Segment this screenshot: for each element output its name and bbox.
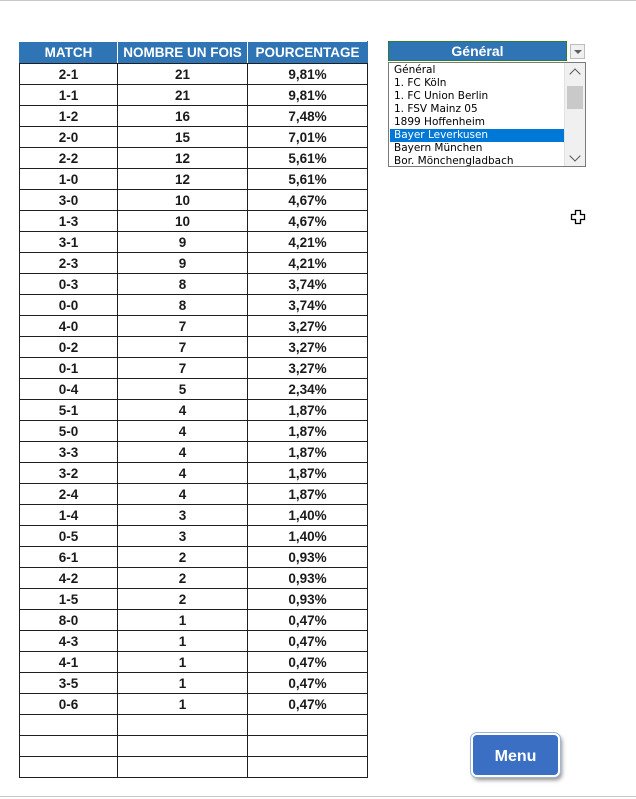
table-row xyxy=(20,505,368,526)
cell-count[interactable]: 21 xyxy=(118,64,248,85)
cell-percentage[interactable]: 0,47% xyxy=(248,652,368,673)
table-row xyxy=(20,169,368,190)
menu-button[interactable]: Menu xyxy=(471,733,560,777)
cell-match[interactable]: 0-3 xyxy=(20,274,118,295)
table-row xyxy=(20,526,368,547)
chevron-up-icon xyxy=(569,68,580,79)
cell-match[interactable]: 1-2 xyxy=(20,106,118,127)
cell-match[interactable]: 3-3 xyxy=(20,442,118,463)
cell-count[interactable]: 2 xyxy=(118,589,248,610)
cell-count[interactable]: 4 xyxy=(118,442,248,463)
team-option[interactable]: Bor. Mönchengladbach xyxy=(394,155,514,167)
table-row xyxy=(20,652,368,673)
cell-count[interactable]: 1 xyxy=(118,673,248,694)
cell-percentage[interactable]: 4,21% xyxy=(248,253,368,274)
cell-match[interactable]: 0-2 xyxy=(20,337,118,358)
cell-count[interactable]: 10 xyxy=(118,190,248,211)
cell-count[interactable]: 12 xyxy=(118,169,248,190)
table-row xyxy=(20,127,368,148)
cell-count[interactable]: 8 xyxy=(118,295,248,316)
table-row xyxy=(20,190,368,211)
team-select-dropdown-button[interactable] xyxy=(570,44,585,59)
empty-cell[interactable] xyxy=(118,757,248,778)
cell-count[interactable]: 7 xyxy=(118,316,248,337)
cell-percentage[interactable]: 0,93% xyxy=(248,568,368,589)
table-row xyxy=(20,211,368,232)
cell-count[interactable]: 3 xyxy=(118,505,248,526)
team-option[interactable]: 1. FC Köln xyxy=(394,77,447,89)
cell-match[interactable]: 4-2 xyxy=(20,568,118,589)
header-count[interactable]: NOMBRE UN FOIS xyxy=(118,42,248,64)
cell-match[interactable]: 5-1 xyxy=(20,400,118,421)
cell-percentage[interactable]: 0,47% xyxy=(248,673,368,694)
empty-cell[interactable] xyxy=(20,715,118,736)
table-row xyxy=(20,568,368,589)
team-select-display[interactable]: Général xyxy=(388,41,567,61)
cell-percentage[interactable]: 4,21% xyxy=(248,232,368,253)
team-option[interactable]: 1. FC Union Berlin xyxy=(394,90,489,102)
empty-cell[interactable] xyxy=(248,736,368,757)
cell-count[interactable]: 16 xyxy=(118,106,248,127)
cell-count[interactable]: 2 xyxy=(118,568,248,589)
cell-count[interactable]: 5 xyxy=(118,379,248,400)
cell-match[interactable]: 3-0 xyxy=(20,190,118,211)
table-row xyxy=(20,316,368,337)
cell-count[interactable]: 3 xyxy=(118,526,248,547)
cell-count[interactable]: 1 xyxy=(118,652,248,673)
cell-match[interactable]: 4-0 xyxy=(20,316,118,337)
cell-percentage[interactable]: 3,27% xyxy=(248,316,368,337)
cell-match[interactable]: 0-6 xyxy=(20,694,118,715)
empty-table-row xyxy=(20,736,368,757)
cell-percentage[interactable]: 1,40% xyxy=(248,526,368,547)
empty-cell[interactable] xyxy=(20,736,118,757)
empty-cell[interactable] xyxy=(118,736,248,757)
header-match[interactable]: MATCH xyxy=(20,42,118,64)
table-row xyxy=(20,631,368,652)
cell-match[interactable]: 1-4 xyxy=(20,505,118,526)
table-row xyxy=(20,547,368,568)
table-header-row xyxy=(20,42,368,64)
cell-match[interactable]: 2-0 xyxy=(20,127,118,148)
cell-percentage[interactable]: 0,93% xyxy=(248,547,368,568)
team-option[interactable]: Bayer Leverkusen xyxy=(390,129,565,142)
table-row xyxy=(20,85,368,106)
list-scrollbar[interactable] xyxy=(564,63,585,166)
cell-match[interactable]: 1-0 xyxy=(20,169,118,190)
table-row xyxy=(20,589,368,610)
cell-percentage[interactable]: 0,47% xyxy=(248,694,368,715)
team-option[interactable]: 1899 Hoffenheim xyxy=(394,116,485,128)
team-option[interactable]: Général xyxy=(394,64,436,76)
cell-match[interactable]: 2-3 xyxy=(20,253,118,274)
cell-count[interactable]: 4 xyxy=(118,421,248,442)
cell-percentage[interactable]: 1,87% xyxy=(248,442,368,463)
empty-cell[interactable] xyxy=(248,715,368,736)
cell-match[interactable]: 3-1 xyxy=(20,232,118,253)
cell-percentage[interactable]: 5,61% xyxy=(248,148,368,169)
cell-match[interactable]: 4-3 xyxy=(20,631,118,652)
team-option[interactable]: Bayern München xyxy=(394,142,483,154)
cell-count[interactable]: 4 xyxy=(118,484,248,505)
cell-percentage[interactable]: 9,81% xyxy=(248,64,368,85)
table-row xyxy=(20,106,368,127)
table-row xyxy=(20,337,368,358)
cell-percentage[interactable]: 4,67% xyxy=(248,190,368,211)
cell-match[interactable]: 0-1 xyxy=(20,358,118,379)
cell-percentage[interactable]: 0,47% xyxy=(248,631,368,652)
table-row xyxy=(20,442,368,463)
cell-percentage[interactable]: 0,47% xyxy=(248,610,368,631)
table-row xyxy=(20,274,368,295)
cell-count[interactable]: 2 xyxy=(118,547,248,568)
table-row xyxy=(20,484,368,505)
table-row xyxy=(20,400,368,421)
cell-percentage[interactable]: 9,81% xyxy=(248,85,368,106)
cell-count[interactable]: 8 xyxy=(118,274,248,295)
scroll-thumb[interactable] xyxy=(567,86,583,109)
cell-percentage[interactable]: 3,27% xyxy=(248,337,368,358)
team-option[interactable]: 1. FSV Mainz 05 xyxy=(394,103,478,115)
table-row xyxy=(20,610,368,631)
cell-match[interactable]: 1-1 xyxy=(20,85,118,106)
table-row xyxy=(20,148,368,169)
cell-match[interactable]: 0-5 xyxy=(20,526,118,547)
table-row xyxy=(20,64,368,85)
empty-cell[interactable] xyxy=(118,715,248,736)
cell-count[interactable]: 7 xyxy=(118,337,248,358)
cell-count[interactable]: 4 xyxy=(118,400,248,421)
cell-count[interactable]: 4 xyxy=(118,463,248,484)
cell-percentage[interactable]: 0,93% xyxy=(248,589,368,610)
team-options-list[interactable] xyxy=(388,62,586,167)
cell-percentage[interactable]: 2,34% xyxy=(248,379,368,400)
cell-percentage[interactable]: 3,27% xyxy=(248,358,368,379)
cell-percentage[interactable]: 7,48% xyxy=(248,106,368,127)
table-row xyxy=(20,232,368,253)
cell-cross-cursor-icon xyxy=(570,209,586,225)
scroll-up-button[interactable] xyxy=(565,63,585,80)
cell-match[interactable]: 3-2 xyxy=(20,463,118,484)
table-row xyxy=(20,358,368,379)
bottom-border-line xyxy=(0,796,636,797)
cell-count[interactable]: 12 xyxy=(118,148,248,169)
cell-count[interactable]: 9 xyxy=(118,232,248,253)
cell-count[interactable]: 1 xyxy=(118,631,248,652)
score-frequency-table xyxy=(19,41,368,778)
cell-match[interactable]: 3-5 xyxy=(20,673,118,694)
chevron-down-icon xyxy=(574,50,582,54)
table-row xyxy=(20,253,368,274)
chevron-down-icon xyxy=(569,150,580,161)
table-row xyxy=(20,421,368,442)
cell-count[interactable]: 21 xyxy=(118,85,248,106)
cell-percentage[interactable]: 1,87% xyxy=(248,463,368,484)
table-row xyxy=(20,295,368,316)
cell-count[interactable]: 10 xyxy=(118,211,248,232)
cell-percentage[interactable]: 3,74% xyxy=(248,274,368,295)
cell-percentage[interactable]: 5,61% xyxy=(248,169,368,190)
cell-count[interactable]: 15 xyxy=(118,127,248,148)
cell-count[interactable]: 1 xyxy=(118,610,248,631)
cell-percentage[interactable]: 1,87% xyxy=(248,484,368,505)
cell-percentage[interactable]: 3,74% xyxy=(248,295,368,316)
cell-match[interactable]: 2-4 xyxy=(20,484,118,505)
table-row xyxy=(20,379,368,400)
cell-match[interactable]: 4-1 xyxy=(20,652,118,673)
empty-table-row xyxy=(20,757,368,778)
cell-match[interactable]: 1-5 xyxy=(20,589,118,610)
cell-match[interactable]: 0-0 xyxy=(20,295,118,316)
scroll-down-button[interactable] xyxy=(565,149,585,166)
table-row xyxy=(20,673,368,694)
cell-percentage[interactable]: 1,40% xyxy=(248,505,368,526)
cell-count[interactable]: 1 xyxy=(118,694,248,715)
cell-percentage[interactable]: 1,87% xyxy=(248,400,368,421)
cell-match[interactable]: 6-1 xyxy=(20,547,118,568)
cell-match[interactable]: 5-0 xyxy=(20,421,118,442)
cell-count[interactable]: 7 xyxy=(118,358,248,379)
top-border-line xyxy=(0,0,636,1)
empty-cell[interactable] xyxy=(248,757,368,778)
cell-match[interactable]: 8-0 xyxy=(20,610,118,631)
empty-cell[interactable] xyxy=(20,757,118,778)
header-percentage[interactable]: POURCENTAGE xyxy=(248,42,368,64)
cell-match[interactable]: 2-1 xyxy=(20,64,118,85)
cell-match[interactable]: 1-3 xyxy=(20,211,118,232)
cell-percentage[interactable]: 4,67% xyxy=(248,211,368,232)
cell-percentage[interactable]: 7,01% xyxy=(248,127,368,148)
empty-table-row xyxy=(20,715,368,736)
table-row xyxy=(20,694,368,715)
table-row xyxy=(20,463,368,484)
cell-percentage[interactable]: 1,87% xyxy=(248,421,368,442)
cell-match[interactable]: 0-4 xyxy=(20,379,118,400)
cell-match[interactable]: 2-2 xyxy=(20,148,118,169)
cell-count[interactable]: 9 xyxy=(118,253,248,274)
